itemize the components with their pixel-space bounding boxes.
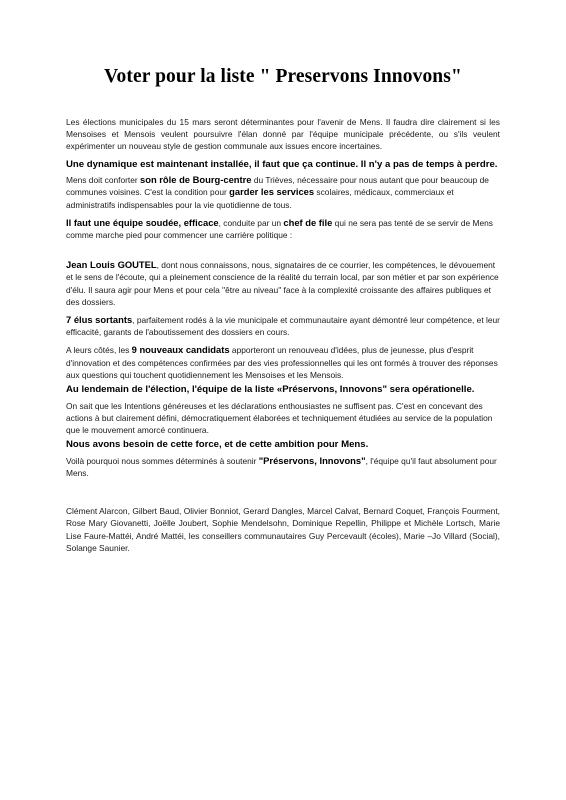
signatories-list: Clément Alarcon, Gilbert Baud, Olivier Bonniot, Gerard Dangles, Marcel Calvat, Bernard Coquet, François Fourment, Rose Mary Giovanetti, Joëlle Joubert, Sophie Mendelsohn, Dominique Repellin, Philippe et Michèle Lortsch, Marie Lise Faure-Mattéi, André Mattéi, les conseillers communautaires Guy Percevault (écoles), Marie –Jo Villard (Social), Solange Saunier.	[66, 506, 500, 553]
heading-force: Nous avons besoin de cette force, et de cette ambition pour Mens.	[66, 439, 369, 451]
document-body	[66, 116, 500, 554]
paragraph-goutel: Jean Louis GOUTEL, dont nous connaissons, nous, signataires de ce courrier, les compétences, le dévouement et le sens de l'écoute, qui a pleinement conscience de la réalité du terrain local, par son métier et par son expérience d'élu. Il saura agir pour Mens et pour cela "être au niveau" face à la complexité croissante des affaires publiques et des dossiers.	[66, 259, 499, 307]
emphasis-chef: chef de file	[283, 216, 333, 228]
paragraph-nouveaux-candidats: A leurs côtés, les 9 nouveaux candidats apporteront un renouveau d'idées, plus de jeunesse, plus d'esprit d'innovation et des compétences confirmées par des vies professionnelles qui les ont formés à trouver des réponses aux questions qui touchent quotidiennement les Mensoises et les Mensois.	[66, 344, 498, 380]
paragraph-intentions: On sait que les Intentions généreuses et les déclarations enthousiastes ne suffisent pas. C'est en concevant des actions à but clairement défini, démocratiquement élaborées et techniquement étudiées au service de la population que le mouvement amorcé continuera.	[66, 400, 493, 436]
heading-dynamique: Une dynamique est maintenant installée, il faut que ça continue. Il n'y a pas de temps à perdre.	[66, 158, 498, 170]
emphasis-elus: 7 élus sortants	[66, 314, 133, 326]
paragraph-soutien: Voilà pourquoi nous sommes déterminés à soutenir "Préservons, Innovons", l'équipe qu'il faut absolument pour Mens.	[66, 454, 497, 479]
emphasis-bourg-centre: son rôle de Bourg-centre	[140, 174, 252, 186]
emphasis-liste: "Préservons, Innovons"	[258, 454, 366, 466]
paragraph-equipe: Il faut une équipe soudée, efficace, conduite par un chef de file qui ne sera pas tenté de se servir de Mens comme marche pied pour commencer une carrière politique :	[66, 216, 493, 241]
emphasis-goutel: Jean Louis GOUTEL	[66, 259, 157, 271]
emphasis-services: garder les services	[229, 186, 315, 198]
paragraph-bourg-centre: Mens doit conforter son rôle de Bourg-centre du Trièves, nécessaire pour nous autant que pour beaucoup de communes voisines. C'est la condition pour garder les services scolaires, médicaux, commerciaux et administratifs indispensables pour la vie quotidienne de tous.	[66, 174, 489, 210]
document-title: Voter pour la liste " Preservons Innovons"	[104, 66, 462, 87]
paragraph-elus-sortants: 7 élus sortants, parfaitement rodés à la vie municipale et communautaire ayant démontré leur compétence, et leur efficacité, garants de l'aboutissement des dossiers en cours.	[66, 314, 500, 338]
emphasis-nouveaux: 9 nouveaux candidats	[131, 344, 230, 356]
intro-paragraph: Les élections municipales du 15 mars seront déterminantes pour l'avenir de Mens. Il faudra dire clairement si les Mensoises et Mensois veulent poursuivre l'élan donné par l'équipe municipale précédente, ou s'ils veulent expérimenter un nouveau style de gestion communale aux issues encore incertaines.	[66, 117, 500, 152]
heading-lendemain: Au lendemain de l'élection, l'équipe de la liste «Préservons, Innovons" sera opérationelle.	[66, 384, 475, 396]
emphasis-equipe: Il faut une équipe soudée, efficace	[66, 216, 219, 228]
